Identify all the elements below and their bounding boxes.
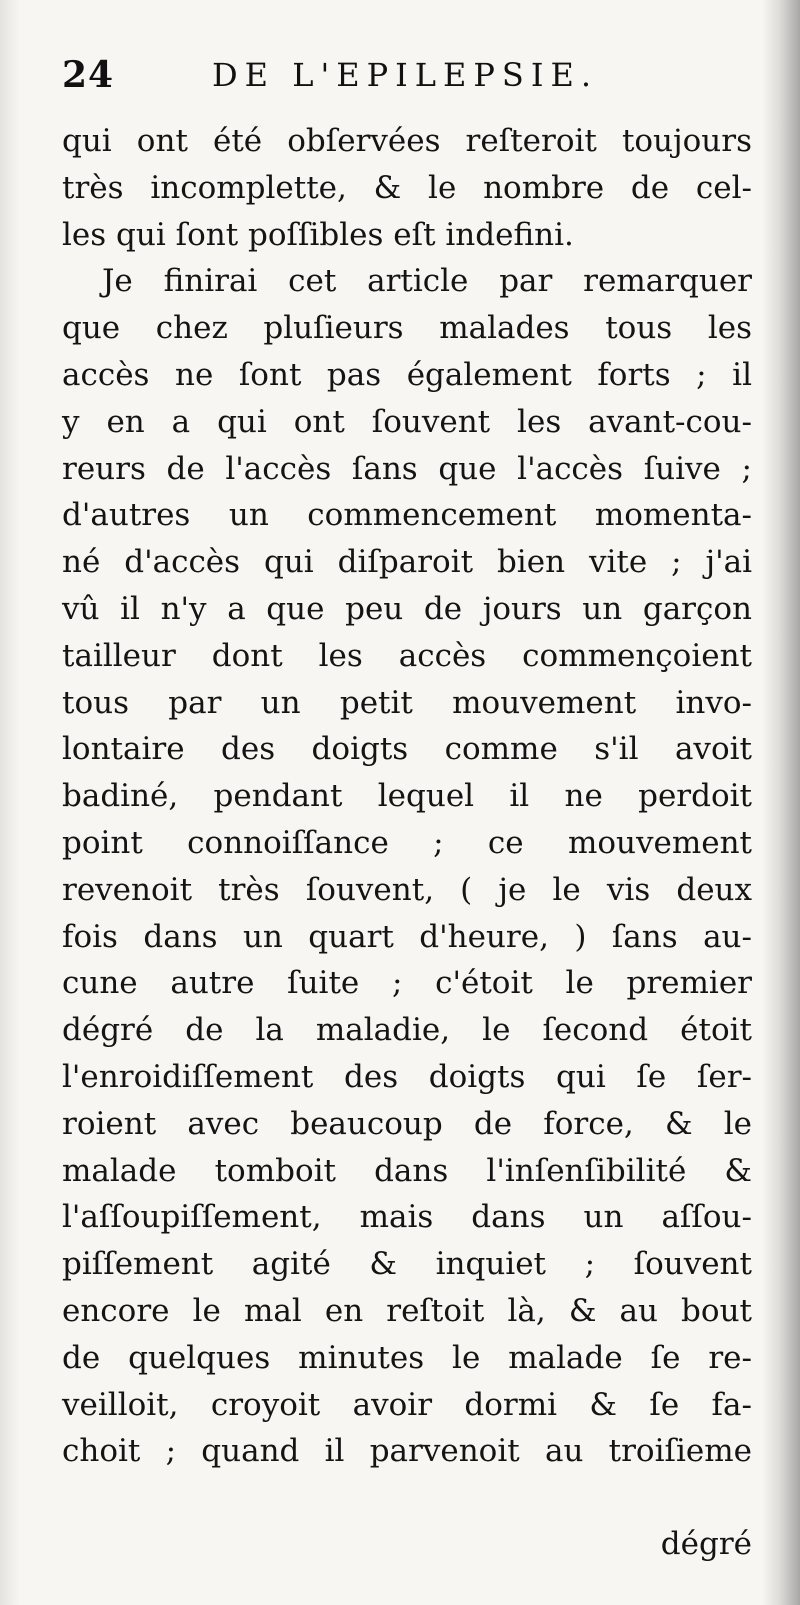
text-line: l'enroidiſſement des doigts qui ſe ſer- xyxy=(62,1058,752,1095)
text-line: qui ont été obſervées reſteroit toujours xyxy=(62,123,752,159)
page-header xyxy=(62,50,742,100)
text-line: tous par un petit mouvement invo- xyxy=(62,684,752,721)
text-line: roient avec beaucoup de force, & le xyxy=(62,1105,752,1142)
text-line: cune autre ſuite ; c'étoit le premier xyxy=(62,965,752,1002)
running-head: DE L'EPILEPSIE. xyxy=(212,56,598,94)
text-line: vû il n'y a que peu de jours un garçon xyxy=(62,590,752,627)
text-line: né d'accès qui diſparoit bien vite ; j'ai xyxy=(62,544,752,581)
text-line: piſſement agité & inquiet ; ſouvent xyxy=(62,1246,752,1283)
page-edge-shadow-left xyxy=(0,0,20,1605)
text-line: revenoit très ſouvent, ( je le vis deux xyxy=(62,871,752,908)
body-text xyxy=(62,118,752,1475)
text-line: que chez pluſieurs malades tous les xyxy=(62,310,752,347)
text-line: d'autres un commencement momenta- xyxy=(62,497,752,534)
catchword: dégré xyxy=(660,1526,752,1562)
text-line: tailleur dont les accès commençoient xyxy=(62,637,752,674)
text-line: de quelques minutes le malade ſe re- xyxy=(62,1339,752,1376)
text-line: reurs de l'accès ſans que l'accès ſuive ; xyxy=(62,450,752,487)
text-line: accès ne ſont pas également forts ; il xyxy=(62,356,752,393)
text-line: point connoiſſance ; ce mouvement xyxy=(62,824,752,861)
text-line: badiné, pendant lequel il ne perdoit xyxy=(62,778,752,815)
text-line: malade tomboit dans l'inſenſibilité & xyxy=(62,1152,752,1189)
text-line: encore le mal en reſtoit là, & au bout xyxy=(62,1292,752,1329)
page-gutter-shadow xyxy=(762,0,800,1605)
text-line: très incomplette, & le nombre de cel- xyxy=(62,169,752,206)
text-line: fois dans un quart d'heure, ) ſans au- xyxy=(62,918,752,955)
text-line: choit ; quand il parvenoit au troiſieme xyxy=(62,1433,752,1470)
text-line: y en a qui ont ſouvent les avant-cou- xyxy=(62,403,752,440)
text-line: lontaire des doigts comme s'il avoit xyxy=(62,731,752,768)
text-line: veilloit, croyoit avoir dormi & ſe fa- xyxy=(62,1386,752,1423)
text-line: les qui ſont poſſibles eſt indefini. xyxy=(62,216,574,253)
text-line: dégré de la maladie, le ſecond étoit xyxy=(62,1012,752,1049)
text-line: l'aſſoupiſſement, mais dans un aſſou- xyxy=(62,1199,752,1236)
page-number: 24 xyxy=(62,54,115,96)
text-line: Je finirai cet article par remarquer xyxy=(102,263,752,300)
